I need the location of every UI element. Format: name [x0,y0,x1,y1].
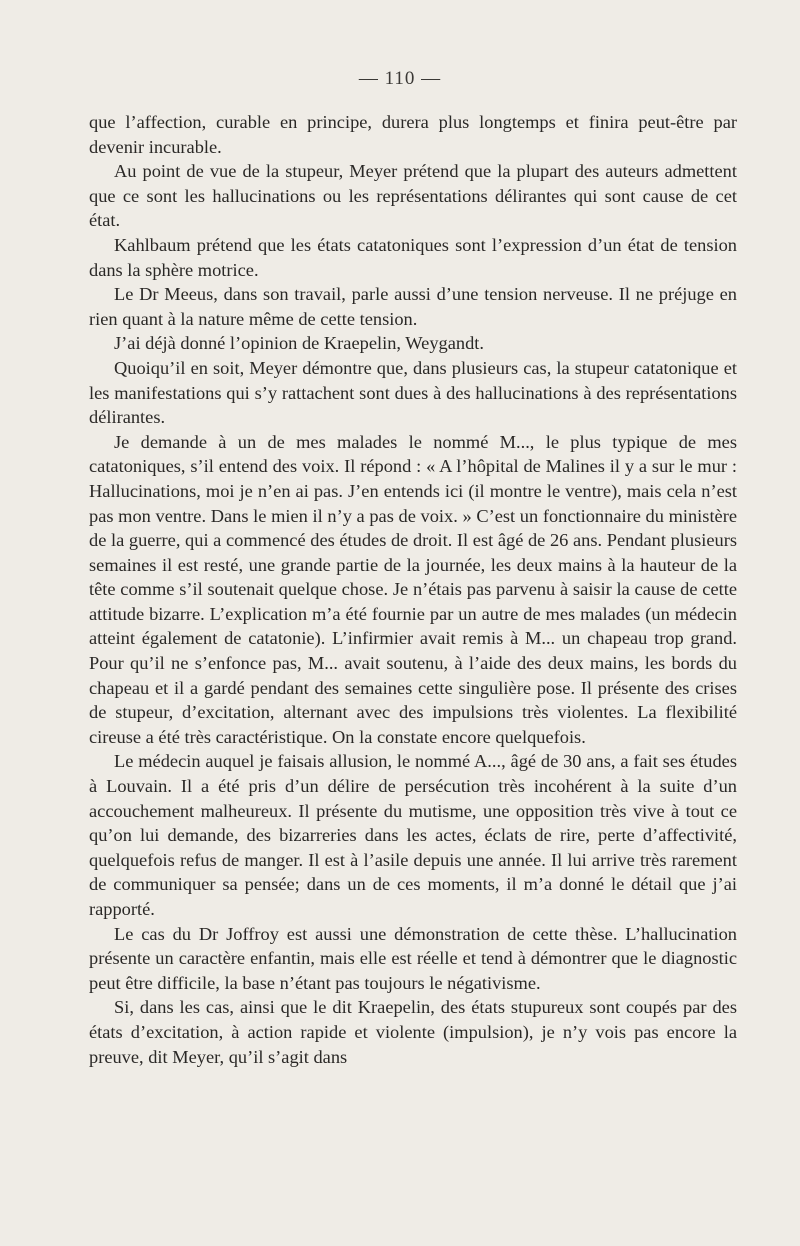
paragraph: Le cas du Dr Joffroy est aussi une démonstration de cette thèse. L’hallucination présente un caractère enfantin, mais elle est réelle et tend à démontrer que le diagnostic peut être difficile, la base n’étant pas toujours le négativisme. [89,923,737,993]
paragraph: Si, dans les cas, ainsi que le dit Kraepelin, des états stupureux sont coupés par des états d’excitation, à action rapide et violente (impulsion), je n’y vois pas encore la preuve, dit Meyer, qu’il s’agit dans [89,997,737,1067]
paragraph: que l’affection, curable en principe, durera plus longtemps et finira peut-être par devenir incurable. [89,112,737,157]
paragraph: Le médecin auquel je faisais allusion, le nommé A..., âgé de 30 ans, a fait ses études à Louvain. Il a été pris d’un délire de persécution très incohérent à la suite d’un accouchement malheureux. Il présente du mutisme, une opposition très vive à tout ce qu’on lui demande, des bizarreries dans les actes, éclats de rire, perte d’affectivité, quelquefois refus de manger. Il est à l’asile depuis une année. Il lui arrive très rarement de communiquer sa pensée; dans un de ces moments, il m’a donné le détail que j’ai rapporté. [89,751,737,919]
paragraph: Je demande à un de mes malades le nommé M..., le plus typique de mes catatoniques, s’il entend des voix. Il répond : « A l’hôpital de Malines il y a sur le mur : Hallucinations, moi je n’en ai pas. J’en entends ici (il montre le ventre), mais cela n’est pas mon ventre. Dans le mien il n’y a pas de voix. » C’est un fonctionnaire du ministère de la guerre, qui a commencé des études de droit. Il est âgé de 26 ans. Pendant plusieurs semaines il est resté, une grande partie de la journée, les deux mains à la hauteur de la tête comme s’il soutenait quelque chose. Je n’étais pas parvenu à saisir la cause de cette attitude bizarre. L’explication m’a été fournie par un autre de mes malades (un médecin atteint également de catatonie). L’infirmier avait remis à M... un chapeau trop grand. Pour qu’il ne s’enfonce pas, M... avait soutenu, à l’aide des deux mains, les bords du chapeau et il a gardé pendant des semaines cette singulière pose. Il présente des crises de stupeur, d’excitation, alternant avec des impulsions très violentes. La flexibilité cireuse a été très caractéristique. On la constate encore quelquefois. [89,431,737,747]
body-text [89,110,737,1069]
page-number: — 110 — [358,68,442,89]
paragraph: Kahlbaum prétend que les états catatoniques sont l’expression d’un état de tension dans la sphère motrice. [89,234,737,280]
paragraph: Le Dr Meeus, dans son travail, parle aussi d’une tension nerveuse. Il ne préjuge en rien quant à la nature même de cette tension. [89,284,737,329]
paragraph: Quoiqu’il en soit, Meyer démontre que, dans plusieurs cas, la stupeur catatonique et les manifestations qui s’y rattachent sont dues à des hallucinations à des représentations délirantes. [89,357,737,428]
paragraph: Au point de vue de la stupeur, Meyer prétend que la plupart des auteurs admettent que ce sont les hallucinations ou les représentations délirantes qui sont cause de cet état. [89,161,737,231]
paragraph: J’ai déjà donné l’opinion de Kraepelin, Weygandt. [114,333,484,354]
